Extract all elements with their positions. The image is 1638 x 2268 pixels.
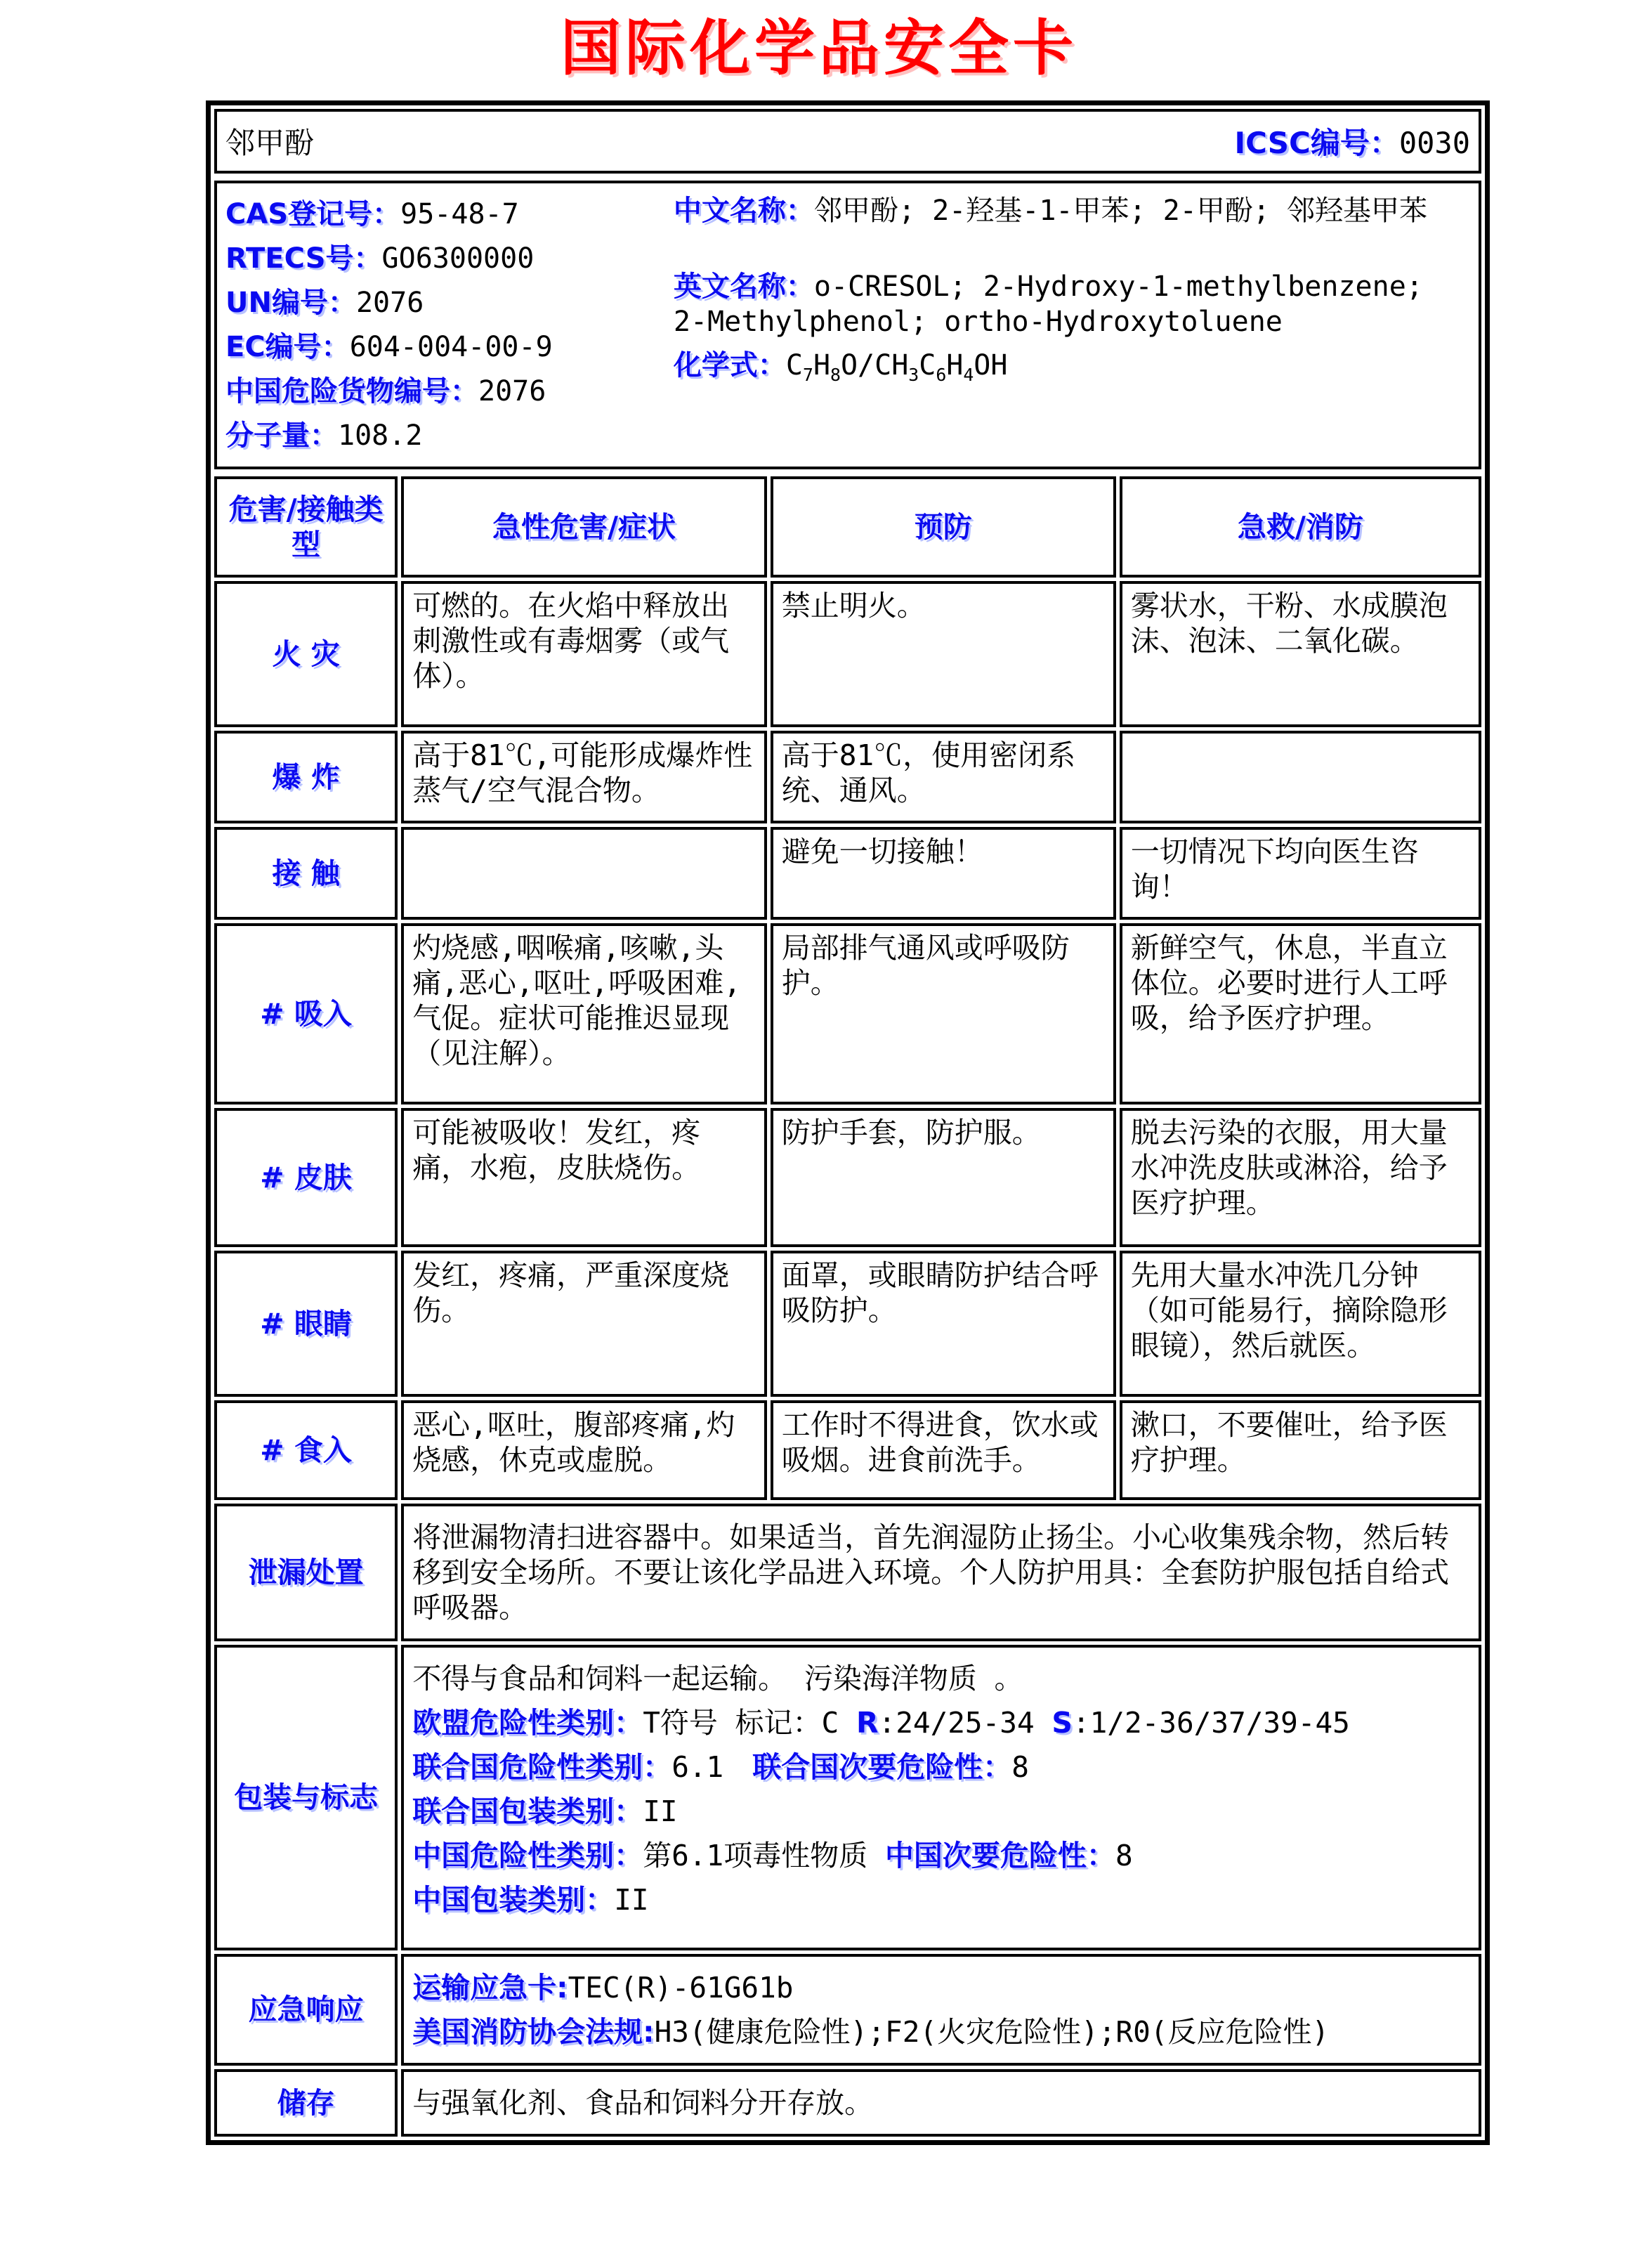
skin-prevention-cell: 防护手套，防护服。 xyxy=(771,1108,1116,1247)
packaging-content-cell: 不得与食品和饲料一起运输。 污染海洋物质 。 欧盟危险性类别：T符号 标记：C R:24/25-34 S:1/2-36/37/39-45 联合国危险性类别：6.1 联合国次要危险性：8 联合国包装类别：II 中国危险性类别：第6.1项毒性物质 中国次要危险性：8 中国包装类别：II xyxy=(401,1645,1481,1950)
row-skin-label: # 皮肤 xyxy=(214,1108,398,1247)
row-packaging-label: 包装与标志 xyxy=(214,1645,398,1950)
row-explosion xyxy=(214,731,1481,823)
identifier-row-molweight xyxy=(225,418,674,453)
row-skin xyxy=(214,1108,1481,1247)
identifier-row-un xyxy=(225,285,674,320)
china-dg-value: 2076 xyxy=(478,374,546,408)
card-header-box xyxy=(214,109,1481,174)
eyes-prevention-cell: 面罩，或眼睛防护结合呼吸防护。 xyxy=(771,1251,1116,1397)
identification-section xyxy=(211,177,1485,473)
icsc-number xyxy=(1235,120,1470,162)
eyes-firstaid-cell: 先用大量水冲洗几分钟（如可能易行，摘除隐形眼镜），然后就医。 xyxy=(1120,1251,1481,1397)
row-emergency-response-label: 应急响应 xyxy=(214,1954,398,2066)
row-fire-label: 火 灾 xyxy=(214,581,398,727)
row-storage-label: 储存 xyxy=(214,2069,398,2137)
inhalation-prevention-cell: 局部排气通风或呼吸防护。 xyxy=(771,923,1116,1104)
ingestion-firstaid-cell: 漱口，不要催吐，给予医疗护理。 xyxy=(1120,1400,1481,1500)
skin-symptoms-cell: 可能被吸收！发红，疼痛，水疱，皮肤烧伤。 xyxy=(401,1108,767,1247)
row-exposure-label: 接 触 xyxy=(214,827,398,920)
rtecs-value: GO6300000 xyxy=(381,242,535,275)
exposure-prevention-cell: 避免一切接触！ xyxy=(771,827,1116,920)
card-header-row xyxy=(225,116,1470,167)
inhalation-firstaid-cell: 新鲜空气，休息，半直立体位。必要时进行人工呼吸，给予医疗护理。 xyxy=(1120,923,1481,1104)
safety-card xyxy=(206,100,1490,2145)
col-header-hazard-type: 危害/接触类型 xyxy=(214,476,398,578)
identification-box xyxy=(214,181,1481,469)
identifier-row-rtecs xyxy=(225,241,674,276)
row-ingestion xyxy=(214,1400,1481,1500)
identifier-row-ec xyxy=(225,330,674,365)
row-inhalation-label: # 吸入 xyxy=(214,923,398,1104)
ingestion-symptoms-cell: 恶心,呕吐，腹部疼痛,灼烧感，休克或虚脱。 xyxy=(401,1400,767,1500)
page-title: 国际化学品安全卡 xyxy=(561,13,1077,84)
exposure-symptoms-cell xyxy=(401,827,767,920)
row-ingestion-label: # 食入 xyxy=(214,1400,398,1500)
hazard-table-header-row xyxy=(214,476,1481,578)
substance-name: 邻甲酚 xyxy=(225,125,315,160)
row-eyes xyxy=(214,1251,1481,1397)
row-inhalation xyxy=(214,923,1481,1104)
card-header-section xyxy=(211,105,1485,177)
explosion-prevention-cell: 高于81℃，使用密闭系统、通风。 xyxy=(771,731,1116,823)
row-spillage-label: 泄漏处置 xyxy=(214,1504,398,1641)
eyes-symptoms-cell: 发红，疼痛，严重深度烧伤。 xyxy=(401,1251,767,1397)
skin-firstaid-cell: 脱去污染的衣服，用大量水冲洗皮肤或淋浴，给予医疗护理。 xyxy=(1120,1108,1481,1247)
icsc-number-label: ICSC编号： xyxy=(1234,125,1399,160)
row-eyes-label: # 眼睛 xyxy=(214,1251,398,1397)
fire-firstaid-cell: 雾状水，干粉、水成膜泡沫、泡沫、二氧化碳。 xyxy=(1120,581,1481,727)
identifier-row-cas xyxy=(225,197,674,232)
col-header-symptoms: 急性危害/症状 xyxy=(401,476,767,578)
row-emergency-response xyxy=(214,1954,1481,2066)
name-list xyxy=(674,188,1470,462)
cas-value: 95-48-7 xyxy=(400,197,519,230)
spillage-content-cell: 将泄漏物清扫进容器中。如果适当，首先润湿防止扬尘。小心收集残余物，然后转移到安全场所。不要让该化学品进入环境。个人防护用具：全套防护服包括自给式呼吸器。 xyxy=(401,1504,1481,1641)
ingestion-prevention-cell: 工作时不得进食，饮水或吸烟。进食前洗手。 xyxy=(771,1400,1116,1500)
un-value: 2076 xyxy=(355,286,424,319)
emergency-response-content-cell: 运输应急卡:TEC(R)-61G61b 美国消防协会法规:H3(健康危险性);F2(火灾危险性);R0(反应危险性) xyxy=(401,1954,1481,2066)
row-storage xyxy=(214,2069,1481,2137)
molweight-value: 108.2 xyxy=(338,419,423,452)
identifier-list xyxy=(225,188,674,462)
row-exposure xyxy=(214,827,1481,920)
ec-label: EC编号： xyxy=(225,330,350,363)
chemical-formula: 化学式：$C_7H_8O/CH_3C_6H_4OH$ xyxy=(673,348,1008,385)
row-packaging xyxy=(214,1645,1481,1950)
ec-value: 604-004-00-9 xyxy=(349,330,553,363)
col-header-firstaid: 急救/消防 xyxy=(1120,476,1481,578)
fire-prevention-cell: 禁止明火。 xyxy=(771,581,1116,727)
row-fire xyxy=(214,581,1481,727)
row-spillage xyxy=(214,1504,1481,1641)
hazard-table xyxy=(211,473,1485,2140)
cas-label: CAS登记号： xyxy=(225,197,401,230)
chinese-name: 中文名称：邻甲酚; 2-羟基-1-甲苯; 2-甲酚; 邻羟基甲苯 xyxy=(673,194,1427,227)
col-header-prevention: 预防 xyxy=(771,476,1116,578)
un-label: UN编号： xyxy=(225,286,356,319)
rtecs-label: RTECS号： xyxy=(225,242,382,275)
molweight-label: 分子量： xyxy=(225,419,338,452)
explosion-symptoms-cell: 高于81℃,可能形成爆炸性蒸气/空气混合物。 xyxy=(401,731,767,823)
storage-content-cell: 与强氧化剂、食品和饲料分开存放。 xyxy=(401,2069,1481,2137)
china-dg-label: 中国危险货物编号： xyxy=(225,374,478,408)
fire-symptoms-cell: 可燃的。在火焰中释放出刺激性或有毒烟雾（或气体）。 xyxy=(401,581,767,727)
english-name: 英文名称：o-CRESOL; 2-Hydroxy-1-methylbenzene; 2-Methylphenol; ortho-Hydroxytoluene xyxy=(673,270,1423,338)
icsc-number-value: 0030 xyxy=(1398,125,1470,160)
identifier-row-china-dg xyxy=(225,374,674,409)
inhalation-symptoms-cell: 灼烧感,咽喉痛,咳嗽,头痛,恶心,呕吐,呼吸困难,气促。症状可能推迟显现（见注解）。 xyxy=(401,923,767,1104)
explosion-firstaid-cell xyxy=(1120,731,1481,823)
row-explosion-label: 爆 炸 xyxy=(214,731,398,823)
exposure-firstaid-cell: 一切情况下均向医生咨询！ xyxy=(1120,827,1481,920)
